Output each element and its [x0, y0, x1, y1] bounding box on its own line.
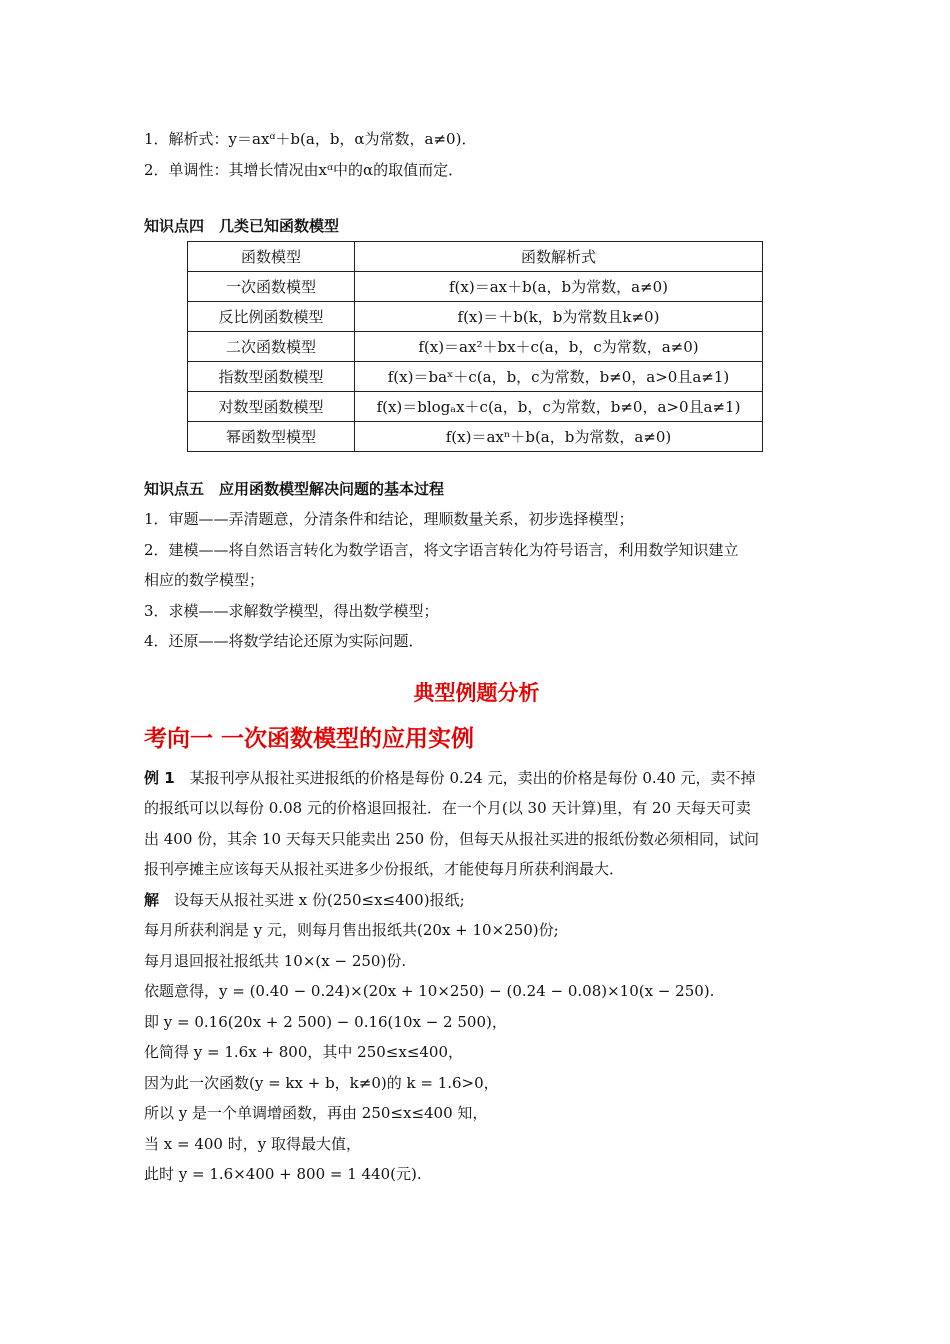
knowledge-point-4-heading: 知识点四 几类已知函数模型 — [144, 217, 340, 235]
example-1 — [144, 763, 809, 885]
process-step-1: 1．审题——弄清题意，分清条件和结论，理顺数量关系，初步选择模型； — [144, 510, 634, 528]
model-name-cell: 二次函数模型 — [188, 332, 355, 362]
example-text-line: 出 400 份，其余 10 天每天只能卖出 250 份，但每天从报社买进的报纸份数必须相同，试问 — [144, 829, 759, 848]
table-header-cell: 函数解析式 — [355, 242, 763, 272]
knowledge-point-5-heading: 知识点五 应用函数模型解决问题的基本过程 — [144, 480, 445, 498]
solution-line: 依题意得，y = (0.40 − 0.24)×(20x + 10×250) − (0.24 − 0.08)×10(x − 250). — [144, 982, 715, 1000]
document-page — [144, 124, 809, 1190]
process-step-2-continued: 相应的数学模型； — [144, 571, 265, 589]
model-name-cell: 幂函数型模型 — [188, 422, 355, 452]
table-row — [188, 392, 763, 422]
example-text-line: 的报纸可以以每份 0.08 元的价格退回报社．在一个月(以 30 天计算)里，有 20 天每天可卖 — [144, 799, 751, 817]
solution-line: 当 x = 400 时，y 取得最大值， — [144, 1134, 361, 1153]
table-row — [188, 272, 763, 302]
function-models-table — [187, 241, 763, 452]
model-formula-cell: f(x)＝baˣ＋c(a，b，c为常数，b≠0，a>0且a≠1) — [355, 362, 763, 392]
section-title: 典型例题分析 — [413, 680, 540, 705]
table-header-cell: 函数模型 — [188, 242, 355, 272]
solution-label: 解 — [144, 890, 160, 909]
model-formula-cell: f(x)＝ax＋b(a，b为常数，a≠0) — [355, 272, 763, 302]
table-row — [188, 332, 763, 362]
model-formula-cell: f(x)＝blogₐx＋c(a，b，c为常数，b≠0，a>0且a≠1) — [355, 392, 763, 422]
solution — [144, 885, 809, 1190]
power-function-item-1: 1．解析式：y＝axᵅ＋b(a，b，α为常数，a≠0)． — [144, 130, 477, 148]
solution-line: 因为此一次函数(y = kx + b，k≠0)的 k = 1.6>0， — [144, 1073, 499, 1092]
table-row — [188, 302, 763, 332]
example-text-line: 某报刊亭从报社买进报纸的价格是每份 0.24 元，卖出的价格是每份 0.40 元，卖不掉 — [174, 768, 756, 787]
model-formula-cell: f(x)＝ax²＋bx＋c(a，b，c为常数，a≠0) — [355, 332, 763, 362]
table-row — [188, 362, 763, 392]
table-row — [188, 422, 763, 452]
table-header-row — [188, 242, 763, 272]
power-function-item-2: 2．单调性：其增长情况由xᵅ中的α的取值而定． — [144, 160, 464, 179]
direction-title: 考向一 一次函数模型的应用实例 — [144, 725, 475, 752]
model-formula-cell: f(x)＝axⁿ＋b(a，b为常数，a≠0) — [355, 422, 763, 452]
model-name-cell: 对数型函数模型 — [188, 392, 355, 422]
solution-line: 化简得 y = 1.6x + 800，其中 250≤x≤400， — [144, 1043, 464, 1061]
model-name-cell: 指数型函数模型 — [188, 362, 355, 392]
example-text-line: 报刊亭摊主应该每天从报社买进多少份报纸，才能使每月所获利润最大． — [144, 860, 625, 878]
solution-line: 所以 y 是一个单调增函数，再由 250≤x≤400 知， — [144, 1104, 488, 1122]
solution-line: 设每天从报社买进 x 份(250≤x≤400)报纸; — [159, 890, 465, 909]
solution-line: 此时 y = 1.6×400 + 800 = 1 440(元). — [144, 1165, 422, 1183]
model-name-cell: 反比例函数模型 — [188, 302, 355, 332]
solution-line: 每月所获利润是 y 元，则每月售出报纸共(20x + 10×250)份; — [144, 921, 559, 939]
solution-line: 即 y = 0.16(20x + 2 500) − 0.16(10x − 2 500)， — [144, 1012, 507, 1031]
model-formula-cell: f(x)＝＋b(k，b为常数且k≠0) — [355, 302, 763, 332]
process-step-2: 2．建模——将自然语言转化为数学语言，将文字语言转化为符号语言，利用数学知识建立 — [144, 540, 739, 559]
process-step-4: 4．还原——将数学结论还原为实际问题． — [144, 632, 424, 650]
process-step-3: 3．求模——求解数学模型，得出数学模型； — [144, 601, 439, 620]
model-name-cell: 一次函数模型 — [188, 272, 355, 302]
solution-line: 每月退回报社报纸共 10×(x − 250)份. — [144, 951, 407, 970]
example-label: 例 1 — [144, 768, 175, 787]
